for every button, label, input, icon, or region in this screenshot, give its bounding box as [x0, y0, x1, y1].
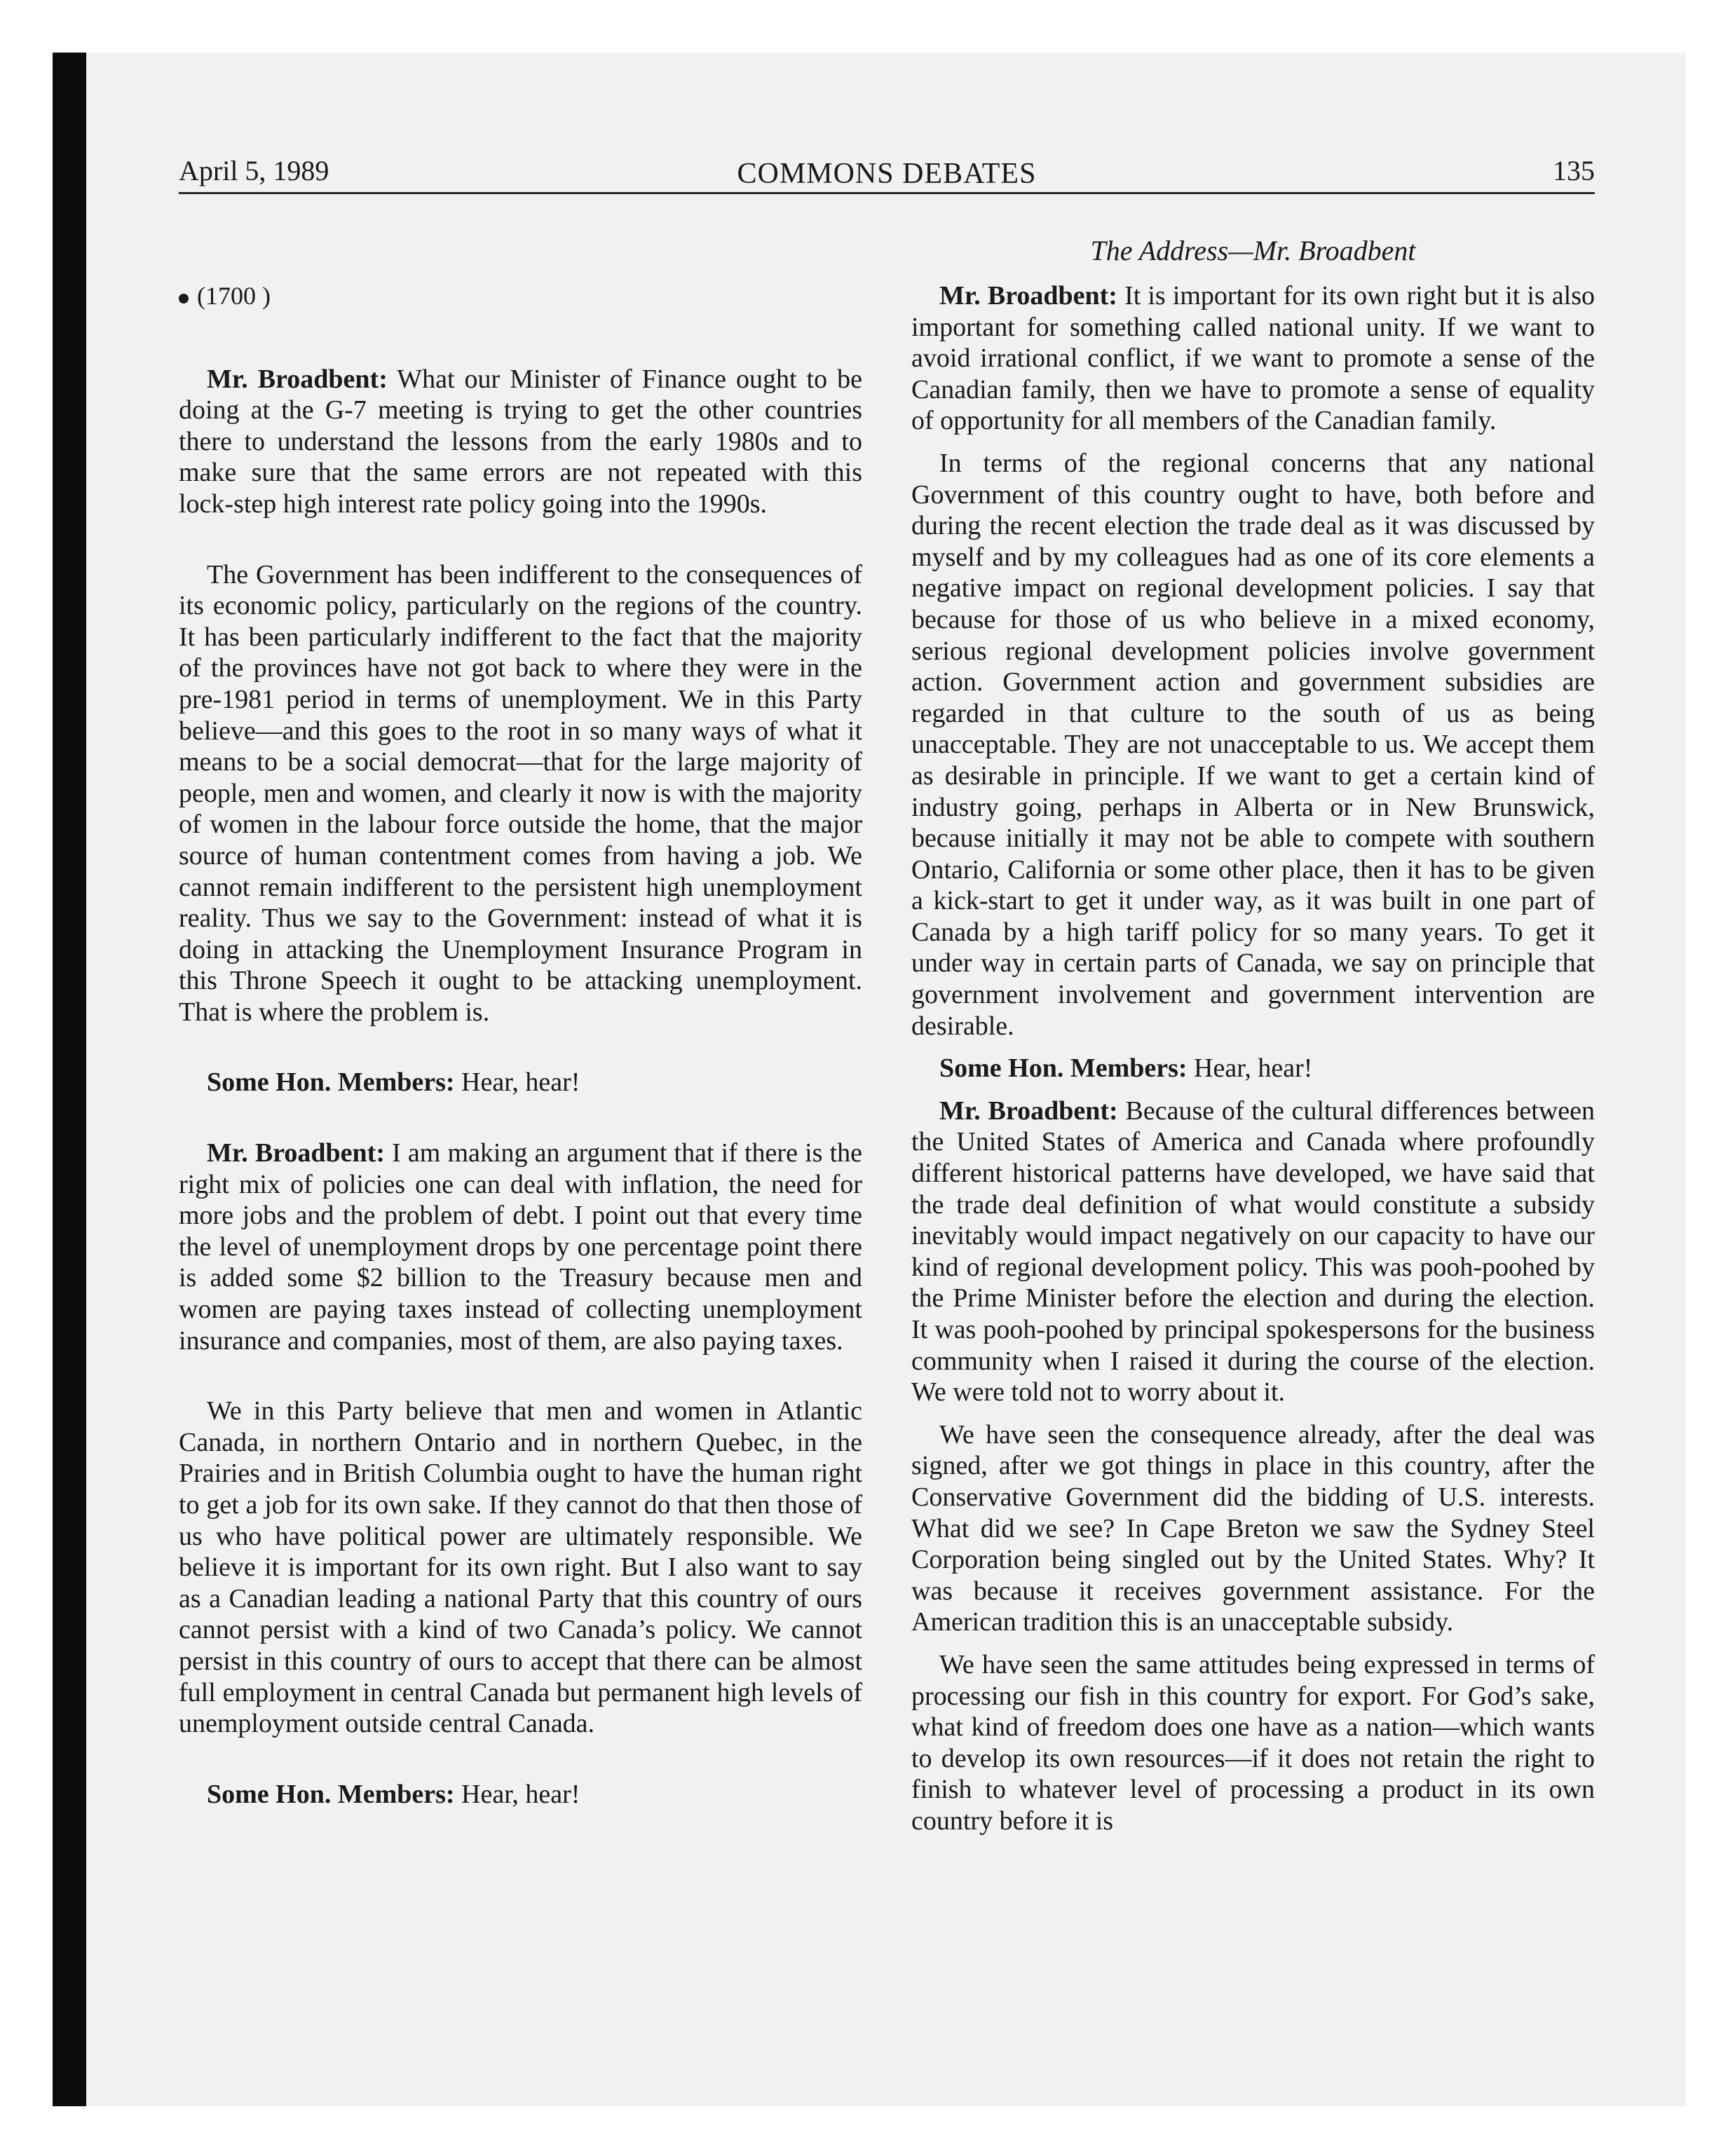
speaker-name: Mr. Broadbent: — [207, 364, 388, 394]
paragraph-text: In terms of the regional concerns that any national Government of this country ought to have, both before and during the recent election the trade deal as it was discussed by myself and by my colleagues had as one of its core elements a negative impact on regional development policies. I say that because for those of us who believe in a mixed economy, serious regional development policies involve government action. Government action and government subsidies are regarded in that culture to the south of us as being unacceptable. They are not unacceptable to us. We accept them as desirable in principle. If we want to get a certain kind of industry going, perhaps in Alberta or in New Brunswick, because initially it may not be able to compete with southern Ontario, California or some other place, then it has to be given a kick‑start to get it under way, as it was built in one part of Canada by a high tariff policy for so many years. To get it under way in certain parts of Canada, we say on principle that government involvement and government intervention are desirable. — [911, 448, 1595, 1041]
paragraph-text: Hear, hear! — [461, 1779, 580, 1809]
paragraph — [911, 1419, 1595, 1638]
paragraph-text: We have seen the consequence already, after the deal was signed, after we got things in place in this country, after the Conservative Government did the bidding of U.S. interests. What did we see? In Cape Breton we saw the Sydney Steel Corporation being singled out by the United States. Why? It was because it receives government assistance. For the American tradition this is an unacceptable subsidy. — [911, 1419, 1595, 1637]
bullet-icon — [179, 294, 189, 303]
paragraph — [179, 559, 862, 1028]
paragraph — [911, 280, 1595, 437]
paragraph — [179, 1138, 862, 1356]
paragraph — [911, 448, 1595, 1042]
paragraph-text: We in this Party believe that men and women in Atlantic Canada, in northern Ontario and in northern Quebec, in the Prairies and in British Columbia ought to have the human right to get a job for its own sake. If they cannot do that then those of us who have political power are ultimately responsible. We believe it is important for its own right. But I also want to say as a Canadian leading a national Party that this country of ours cannot persist with a kind of two Canada’s policy. We cannot persist in this country of ours to accept that there can be almost full employment in central Canada but permanent high levels of unemployment outside central Canada. — [179, 1396, 862, 1739]
page-header — [179, 149, 1595, 191]
time-marker-text: (1700 ) — [197, 282, 271, 310]
speaker-name: Mr. Broadbent: — [939, 1096, 1118, 1126]
paragraph-text: Hear, hear! — [461, 1067, 580, 1098]
paragraph — [911, 1096, 1595, 1408]
paragraph — [179, 1067, 862, 1098]
paragraph — [179, 364, 862, 520]
speaker-name: Mr. Broadbent: — [207, 1138, 385, 1168]
paragraph — [179, 1396, 862, 1740]
paragraph-text: We have seen the same attitudes being expressed in terms of processing our fish in this country for export. For God’s sake, what kind of freedom does one have as a nation—which wants to develop its own resources—if it does not retain the right to finish to whatever level of processing a product in its own country before it is — [911, 1649, 1595, 1836]
paragraph-text: Hear, hear! — [1194, 1053, 1313, 1084]
paragraph-text: The Government has been indifferent to the consequences of its economic policy, particularly on the regions of the country. It has been particularly indifferent to the fact that the majority of the provinces have not got back to where they were in the pre‑1981 period in terms of unemployment. We in this Party believe—and this goes to the root in so many ways of what it means to be a social democrat—that for the large majority of people, men and women, and clearly it now is with the majority of women in the labour force outside the home, that the major source of human contentment comes from having a job. We cannot remain indifferent to the persistent high unemployment reality. Thus we say to the Government: instead of what it is doing in attacking the Unemployment Insurance Program in this Throne Speech it ought to be attacking unemployment. That is where the problem is. — [179, 559, 862, 1027]
right-column — [911, 280, 1595, 1837]
paragraph — [911, 1053, 1595, 1084]
paragraph-text: What our Minister of Finance ought to be doing at the G‑7 meeting is trying to get the other countries there to understand the lessons from the early 1980s and to make sure that the same errors are not repeated with this lock‑step high interest rate policy going into the 1990s. — [179, 364, 862, 519]
paragraph — [179, 1779, 862, 1810]
time-marker — [179, 280, 862, 312]
running-head: The Address—Mr. Broadbent — [1090, 235, 1416, 266]
speaker-name: Some Hon. Members: — [939, 1053, 1188, 1084]
binding-edge — [53, 53, 86, 2106]
left-column — [179, 280, 862, 1810]
paragraph-text: It is important for its own right but it is also important for something called national unity. If we want to avoid irrational conflict, if we want to promote a sense of the Canadian family, then we have to promote a sense of equality of opportunity for all members of the Canadian family. — [911, 281, 1595, 436]
page-number: 135 — [1553, 155, 1595, 186]
speaker-name: Some Hon. Members: — [207, 1067, 455, 1098]
header-title: COMMONS DEBATES — [737, 158, 1037, 190]
speaker-name: Mr. Broadbent: — [939, 281, 1117, 311]
paragraph-text: Because of the cultural differences between the United States of America and Canada where profoundly different historical patterns have developed, we have said that the trade deal definition of what would constitute a subsidy inevitably would impact negatively on our capacity to have our kind of regional development policy. This was pooh‑poohed by the Prime Minister before the election and during the election. It was pooh‑poohed by principal spokespersons for the business community when I raised it during the course of the election. We were told not to worry about it. — [911, 1096, 1595, 1407]
header-date: April 5, 1989 — [179, 155, 329, 186]
paragraph-text: I am making an argument that if there is the right mix of policies one can deal with inflation, the need for more jobs and the problem of debt. I point out that every time the level of unemployment drops by one percentage point there is added some $2 billion to the Treasury because men and women are paying taxes instead of collecting unemployment insurance and companies, most of them, are also paying taxes. — [179, 1138, 862, 1356]
paragraph — [911, 1649, 1595, 1837]
speaker-name: Some Hon. Members: — [207, 1779, 455, 1809]
header-rule — [179, 192, 1595, 194]
